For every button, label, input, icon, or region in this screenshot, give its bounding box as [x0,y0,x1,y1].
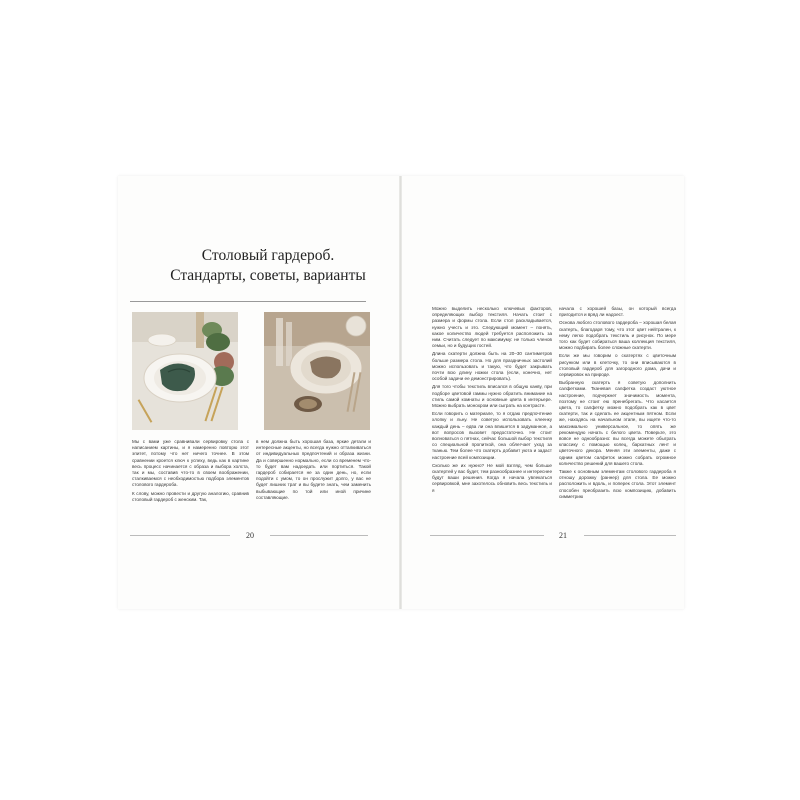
paragraph: в нем должна быть хорошая база, яркие детали и интересные акценты, но всегда нужно отталкиваться от индивидуальных предпочтений и образа жизни. Да и совершенно нормально, если со временем что-то будет вам надоедать или портиться. Такой гардероб собирается не за один день, но, если подойти с умом, то он прослужит долго, у вас не будет лишних трат и вы будете знать, чем заменить выбывающие по той или иной причине составляющие. [256,439,371,500]
footer-rule-right [270,535,368,536]
right-text-column-2 [559,306,676,502]
footer-rule-left [130,535,230,536]
paragraph: Длина скатерти должна быть на 20–30 сантиметров больше размера стола. Но для праздничных застолий можно использовать и такую, что будет закрывать почти всю длину ножки стола (если, конечно, нет особой задачи ее демонстрировать). [432,351,552,382]
left-page [118,176,400,609]
paragraph: Также к основным элементам столового гардероба я отношу дорожку (раннер) для стола. Ее можно расположить и вдоль, и поперек стола. Этот элемент способен преобразить всю композицию, добавить симметрию [559,469,676,499]
chapter-title-line-1: Столовый гардероб. [201,247,335,264]
footer-rule-left [430,535,544,536]
paragraph: Сколько же их нужно? Не мой взгляд, чем больше скатертей у вас будет, тем разнообразнее и интереснее будут ваши решения. Когда я начала увлекаться сервировкой, мне захотелось обновить весь текстиль и я [432,462,552,493]
footer-rule-right [584,535,676,536]
paragraph: Если же мы говорим о скатертях с цветочным рисунком или в клеточку, то они вписываются в столовый гардероб для загородного дома, дачи и сервировок на природе. [559,353,676,378]
left-text-column-1 [132,439,249,505]
paragraph: Если говорить о материале, то я отдаю предпочтение хлопку и льну. Не советую использовать клеенку каждый день – едва ли она впишется в задуманное, а вот вопросов вызовет предостаточно. Не стоит волноваться о пятнах, сейчас большой выбор текстиля со специальной пропиткой, она облегчает уход за тканью. Тем более что скатерть добавит уюта и задаст настроение всей композиции. [432,411,552,460]
title-divider [130,301,366,302]
right-page [402,176,684,609]
chapter-title-line-2: Стандарты, советы, варианты [170,267,366,284]
paragraph: Мы с вами уже сравнивали сервировку стола с написанием картины, и я намеренно повторю этот эпитет, потому что нет ничего точнее. В этом сравнении кроется ключ к успеху, ведь как в картине весь процесс начинается с образа и выбора холста, так и мы, составив что-то в своем воображении, сталкиваемся с необходимостью подбора элементов столового гардероба. [132,439,249,488]
paragraph: начала с хорошей базы, он который всегда пригодится и вряд ли надоест. [559,306,676,318]
paragraph: К слову, можно провести и другую аналогию, сравнив столовый гардероб с женским. Так, [132,490,249,502]
paragraph: Для того чтобы текстиль вписался в общую канву, при подборе цветовой гаммы нужно обратить внимание на стиль самой комнаты и основные цвета в интерьере. Можно выбрать монохром или сыграть на контрасте. [432,384,552,409]
paragraph: Выбранную скатерть я советую дополнить салфетками. Тканевая салфетка создаст уютное настроение, подчеркнет значимость момента, поэтому не стоит ею пренебрегать. Что касается цвета, то салфетку можно подобрать как в цвет скатерти, так и сделать ее акцентным пятном. Если же, находясь на начальном этапе, вы ищете что-то максимально универсальное, то опять же рекомендую начать с белого цвета. Поверьте, это вовсе не однообразно: вы всегда можете обыграть классику с помощью колец, бархатных лент и цветочного декора. Меняя эти элементы, даже с одним цветом салфеток можно собрать огромное количество решений для вашего стола. [559,380,676,466]
book-spread [118,176,684,609]
right-text-column-1 [432,306,552,496]
paragraph: Основа любого столового гардероба – хорошая белая скатерть, благодаря тому, что этот цвет нейтрален, к нему легко подобрать текстиль и рисунок. По мере того как будет собираться ваша коллекция текстиля, можно подбирать более сложные скатерти. [559,320,676,351]
page-number-left: 20 [246,531,254,540]
paragraph: Можно выделить несколько ключевых факторов, определяющих выбор текстиля. Начать стоит с размера и формы стола. Если стол раскладывается, нужно учесть и это. Следующий момент – понять, какое количество людей требуется расположить за ним. Считать следует по максимуму: не только членов семьи, но и будущих гостей. [432,306,552,349]
table-setting-brown-napkin-photo [264,312,370,430]
page-number-right: 21 [559,531,567,540]
chapter-title [168,246,368,286]
table-setting-green-napkin-photo [132,312,238,430]
left-text-column-2 [256,439,371,503]
